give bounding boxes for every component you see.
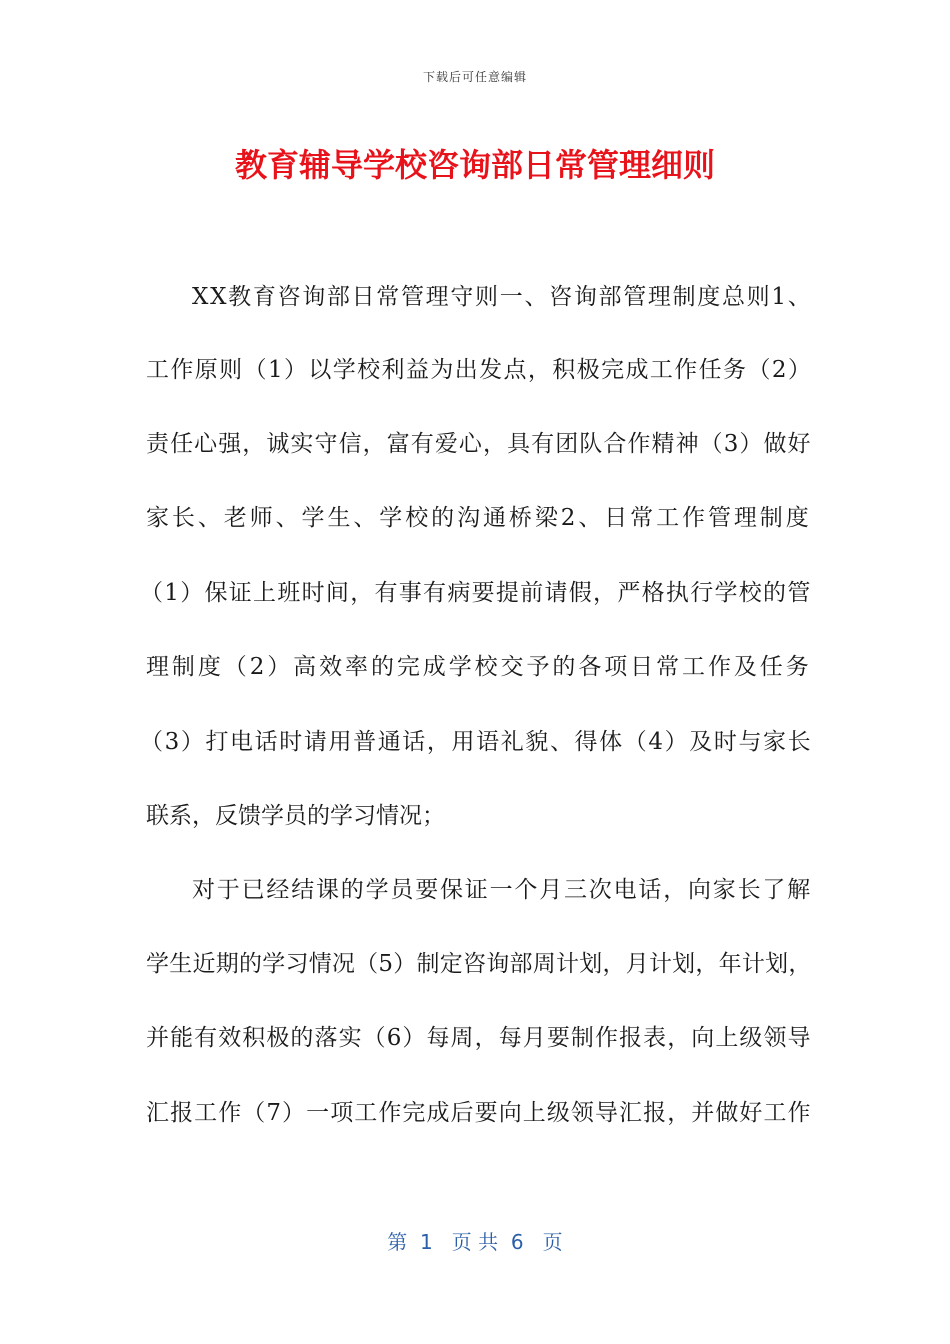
paragraph-line: XX教育咨询部日常管理守则一、咨询部管理制度总则1、 <box>192 284 813 310</box>
page-number-footer: 第 1 页 共 6 页 <box>387 1230 563 1254</box>
paragraph-line: 汇报工作（7）一项工作完成后要向上级领导汇报，并做好工作 <box>146 1100 812 1126</box>
paragraph-line: 联系，反馈学员的学习情况； <box>146 803 445 829</box>
paragraph-line: （1）保证上班时间，有事有病要提前请假，严格执行学校的管 <box>140 580 812 606</box>
paragraph-line: 学生近期的学习情况（5）制定咨询部周计划，月计划，年计划， <box>146 951 812 977</box>
paragraph-line: 理制度（2）高效率的完成学校交予的各项日常工作及任务 <box>146 654 812 680</box>
paragraph-line: 并能有效积极的落实（6）每周，每月要制作报表，向上级领导 <box>146 1025 812 1051</box>
paragraph-line: 对于已经结课的学员要保证一个月三次电话，向家长了解 <box>192 877 812 903</box>
paragraph-line: 家长、老师、学生、学校的沟通桥梁2、日常工作管理制度 <box>146 505 812 531</box>
paragraph-line: （3）打电话时请用普通话，用语礼貌、得体（4）及时与家长 <box>140 729 813 755</box>
paragraph-line: 工作原则（1）以学校利益为出发点，积极完成工作任务（2） <box>146 357 813 383</box>
paragraph-line: 责任心强，诚实守信，富有爱心，具有团队合作精神（3）做好 <box>146 431 812 457</box>
header-note: 下载后可任意编辑 <box>422 70 527 84</box>
document-title: 教育辅导学校咨询部日常管理细则 <box>234 146 715 184</box>
